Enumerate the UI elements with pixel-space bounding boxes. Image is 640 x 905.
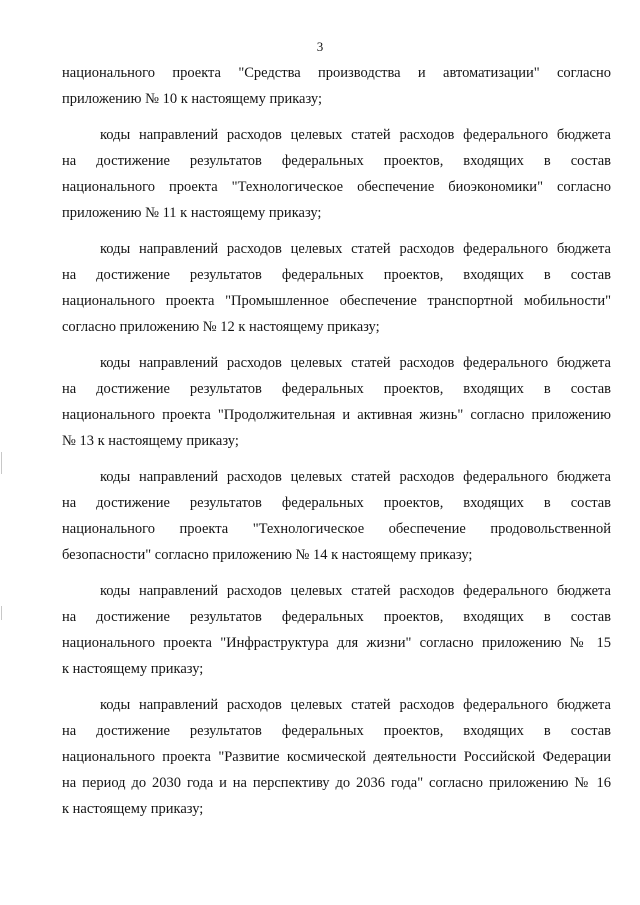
text-line: согласно приложению № 12 к настоящему приказу; [62,319,380,335]
text-line: на достижение результатов федеральных проектов, входящих в состав [62,609,611,625]
scan-artifact [1,452,2,474]
text-line: национального проекта "Инфраструктура для жизни" согласно приложению № 15 [62,635,611,651]
text-line: национального проекта "Развитие космической деятельности Российской Федерации [62,749,611,765]
text-line: коды направлений расходов целевых статей расходов федерального бюджета [100,697,611,713]
text-line: национального проекта "Технологическое обеспечение продовольственной [62,521,611,537]
text-line: национального проекта "Технологическое обеспечение биоэкономики" согласно [62,179,611,195]
text-line: на достижение результатов федеральных проектов, входящих в состав [62,381,611,397]
paragraph [62,60,611,112]
paragraph [62,692,611,822]
text-line: безопасности" согласно приложению № 14 к настоящему приказу; [62,547,473,563]
text-line: коды направлений расходов целевых статей расходов федерального бюджета [100,355,611,371]
text-line: национального проекта "Продолжительная и активная жизнь" согласно приложению [62,407,611,423]
text-line: коды направлений расходов целевых статей расходов федерального бюджета [100,469,611,485]
text-line: приложению № 11 к настоящему приказу; [62,205,322,221]
text-line: на достижение результатов федеральных проектов, входящих в состав [62,723,611,739]
scan-artifact [1,606,2,620]
text-line: приложению № 10 к настоящему приказу; [62,91,323,107]
paragraph [62,236,611,340]
document-body [62,60,611,832]
text-line: на достижение результатов федеральных проектов, входящих в состав [62,267,611,283]
paragraph [62,350,611,454]
text-line: национального проекта "Промышленное обеспечение транспортной мобильности" [62,293,611,309]
text-line: коды направлений расходов целевых статей расходов федерального бюджета [100,241,611,257]
text-line: национального проекта "Средства производства и автоматизации" согласно [62,65,611,81]
page-number: 3 [316,39,324,54]
text-line: № 13 к настоящему приказу; [62,433,239,449]
text-line: к настоящему приказу; [62,801,204,817]
paragraph [62,578,611,682]
text-line: к настоящему приказу; [62,661,204,677]
text-line: на достижение результатов федеральных проектов, входящих в состав [62,153,611,169]
text-line: на период до 2030 года и на перспективу до 2036 года" согласно приложению № 16 [62,775,611,791]
paragraph [62,464,611,568]
text-line: коды направлений расходов целевых статей расходов федерального бюджета [100,127,611,143]
paragraph [62,122,611,226]
text-line: на достижение результатов федеральных проектов, входящих в состав [62,495,611,511]
text-line: коды направлений расходов целевых статей расходов федерального бюджета [100,583,611,599]
